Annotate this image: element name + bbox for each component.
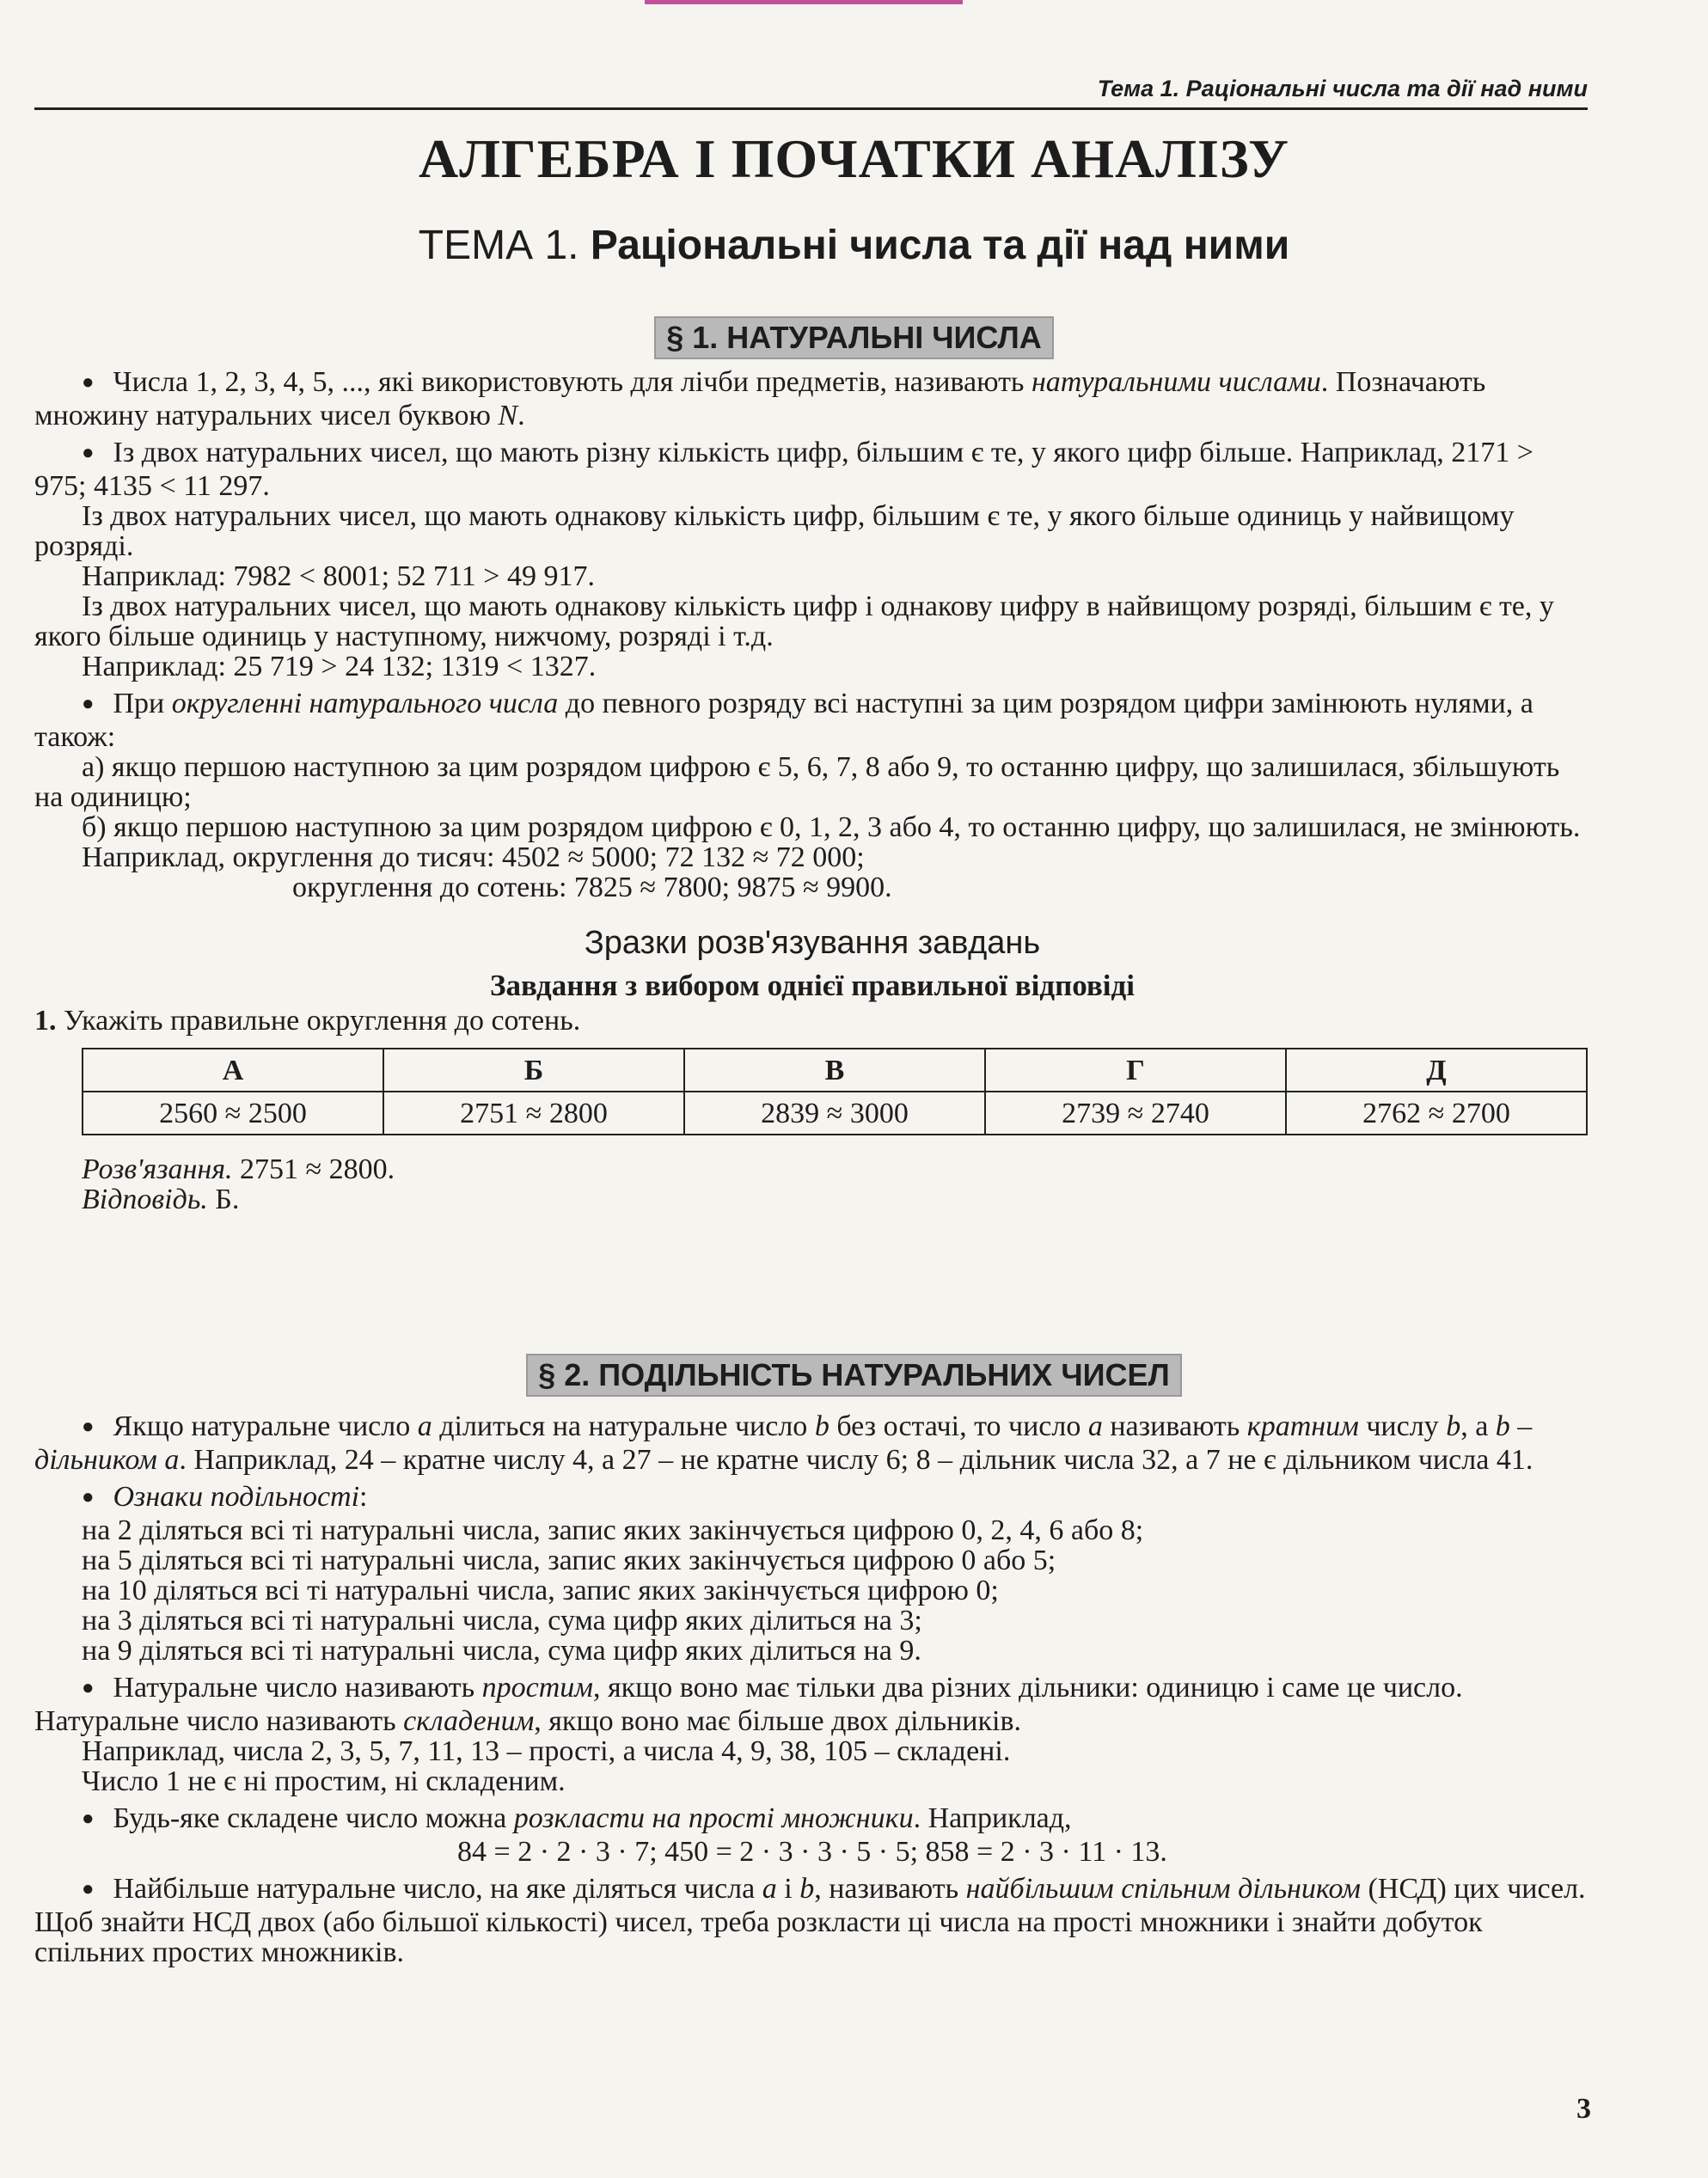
s1-rule-b: б) якщо першою наступною за цим розрядом цифрою є 0, 1, 2, 3 або 4, то останню цифру, що залишилася, не змінюють.: [82, 811, 1581, 843]
answer-line: [34, 1184, 1590, 1214]
term-divisor: дільником: [34, 1444, 157, 1476]
theme-name: Раціональні числа та дії над ними: [590, 223, 1290, 268]
option-value: 2839 ≈ 3000: [684, 1092, 985, 1135]
section-1-title: § 1. НАТУРАЛЬНІ ЧИСЛА: [654, 316, 1054, 359]
var-a: a: [164, 1444, 180, 1476]
text: Будь-яке складене число можна: [113, 1802, 514, 1834]
solution-line: [34, 1154, 1590, 1184]
term-factorization: розкласти на прості множники: [513, 1802, 914, 1834]
text: і: [776, 1873, 800, 1905]
s1-rounding-example-1: Наприклад, округлення до тисяч: 4502 ≈ 5000; 72 132 ≈ 72 000;: [82, 841, 865, 873]
s1-rule-a: а) якщо першою наступною за цим розрядом цифрою є 5, 6, 7, 8 або 9, то останню цифру, що залишилася, збільшують на одиницю;: [34, 751, 1560, 813]
solution-value: 2751 ≈ 2800.: [232, 1153, 395, 1185]
options-header-row: [83, 1049, 1587, 1092]
var-a: a: [417, 1410, 432, 1442]
s2-paragraph-1: [34, 1411, 1590, 1475]
answer-value: Б.: [207, 1184, 240, 1215]
var-b: b: [1446, 1410, 1461, 1442]
term-prime: простим: [481, 1672, 593, 1704]
option-letter: Г: [985, 1049, 1286, 1092]
s1-rounding-example-2: округлення до сотень: 7825 ≈ 7800; 9875 ≈ 9900.: [292, 872, 892, 903]
text: Найбільше натуральне число, на яке діляться числа: [113, 1873, 762, 1905]
text: , якщо воно має тільки два різних дільники: одиницю і саме це число. Натуральне число називають: [34, 1672, 1463, 1737]
s2-number-one: Число 1 не є ні простим, ні складеним.: [82, 1765, 566, 1797]
option-value: 2739 ≈ 2740: [985, 1092, 1286, 1135]
main-title: АЛГЕБРА І ПОЧАТКИ АНАЛІЗУ: [418, 128, 1290, 189]
factorization-formula: 84 = 2 · 2 · 3 · 7; 450 = 2 · 3 · 3 · 5 · 5; 858 = 2 · 3 · 11 · 13.: [457, 1836, 1167, 1868]
text: . Наприклад, 24 – кратне числу 4, а 27 – не кратне числу 6; 8 – дільник числа 32, а 7 не є дільником числа 41.: [179, 1444, 1534, 1476]
text: , називають: [814, 1873, 966, 1905]
term-divisibility-signs: Ознаки подільності: [113, 1481, 360, 1513]
var-b: b: [799, 1873, 815, 1905]
answer-options-table: [82, 1048, 1588, 1135]
s1-paragraph-3-example: Наприклад: 7982 < 8001; 52 711 > 49 917.: [82, 560, 595, 592]
s2-paragraph-gcd: [34, 1874, 1590, 1967]
s2-signs-title: [34, 1482, 1590, 1515]
text: При: [113, 688, 172, 719]
section-2-title: § 2. ПОДІЛЬНІСТЬ НАТУРАЛЬНИХ ЧИСЕЛ: [526, 1354, 1182, 1397]
text: до певного розряду всі наступні за цим розрядом цифри замінюють нулями, а також:: [34, 688, 1534, 753]
text: :: [359, 1481, 368, 1513]
var-N: N: [498, 400, 518, 431]
text: Натуральне число називають: [113, 1672, 482, 1704]
term-rounding: округленні натурального числа: [171, 688, 559, 719]
text: Якщо натуральне число: [113, 1410, 418, 1442]
text: Числа 1, 2, 3, 4, 5, ..., які використовують для лічби предметів, називають: [113, 366, 1032, 398]
text: числу: [1358, 1410, 1447, 1442]
term-composite: складеним: [403, 1705, 535, 1737]
theme-prefix: ТЕМА 1.: [418, 223, 579, 268]
term-gcd: найбільшим спільним дільником: [965, 1873, 1361, 1905]
top-accent-bar: [645, 0, 963, 4]
running-head: Тема 1. Раціональні числа та дії над ними: [34, 76, 1588, 110]
section-2-body: [34, 1411, 1590, 1967]
option-letter: В: [684, 1049, 985, 1092]
s2-paragraph-prime: [34, 1673, 1590, 1736]
answer-label: Відповідь.: [82, 1184, 208, 1215]
s1-paragraph-1: [34, 367, 1590, 431]
s1-paragraph-5: [34, 688, 1590, 752]
s1-paragraph-4-example: Наприклад: 25 719 > 24 132; 1319 < 1327.: [82, 651, 597, 682]
divisibility-rule: на 3 діляться всі ті натуральні числа, сума цифр яких ділиться на 3;: [82, 1605, 922, 1637]
s2-prime-example: Наприклад, числа 2, 3, 5, 7, 11, 13 – прості, а числа 4, 9, 38, 105 – складені.: [82, 1735, 1011, 1767]
term-natural-numbers: натуральними числами: [1031, 366, 1321, 398]
s1-paragraph-3: Із двох натуральних чисел, що мають однакову кількість цифр, більшим є те, у якого більше одиниць у найвищому розряді.: [34, 500, 1515, 562]
section-1-header: [0, 316, 1708, 359]
divisibility-rule: на 5 діляться всі ті натуральні числа, запис яких закінчується цифрою 0 або 5;: [82, 1545, 1056, 1576]
text: називають: [1102, 1410, 1247, 1442]
var-b: b: [814, 1410, 830, 1442]
section-2-header: [0, 1354, 1708, 1397]
text: (НСД) цих чисел. Щоб знайти НСД двох (або більшої кількості) чисел, треба розкласти ці числа на прості множники і знайти добуток спільних простих множників.: [34, 1873, 1586, 1968]
option-value: 2762 ≈ 2700: [1286, 1092, 1587, 1135]
samples-subtitle: Завдання з вибором однієї правильної відповіді: [490, 969, 1135, 1002]
page-number: 3: [1576, 2093, 1591, 2125]
var-b: b: [1495, 1410, 1510, 1442]
question-text: Укажіть правильне округлення до сотень.: [64, 1005, 581, 1037]
text: ділиться на натуральне число: [432, 1410, 815, 1442]
option-letter: Б: [383, 1049, 684, 1092]
var-a: a: [1087, 1410, 1103, 1442]
text: , а: [1460, 1410, 1496, 1442]
samples-title: Зразки розв'язування завдань: [584, 925, 1041, 961]
options-value-row: [83, 1092, 1587, 1135]
divisibility-rule: на 2 діляться всі ті натуральні числа, запис яких закінчується цифрою 0, 2, 4, 6 або 8;: [82, 1514, 1144, 1546]
s1-paragraph-4: Із двох натуральних чисел, що мають однакову кількість цифр і однакову цифру в найвищому розряді, більшим є те, у якого більше одиниць у наступному, нижчому, розряді і т.д.: [34, 590, 1554, 652]
s1-paragraph-2: ● Із двох натуральних чисел, що мають різну кількість цифр, більшим є те, у якого цифр більше. Наприклад, 2171 > 975; 4135 < 11 297.: [34, 437, 1590, 501]
text: .: [517, 400, 525, 431]
option-value: 2751 ≈ 2800: [383, 1092, 684, 1135]
text: . Наприклад,: [913, 1802, 1072, 1834]
option-value: 2560 ≈ 2500: [83, 1092, 383, 1135]
text: –: [1509, 1410, 1533, 1442]
solution-label: Розв'язання.: [82, 1153, 233, 1185]
question-1: [34, 1006, 1590, 1036]
term-multiple: кратним: [1246, 1410, 1359, 1442]
option-letter: А: [83, 1049, 383, 1092]
option-letter: Д: [1286, 1049, 1587, 1092]
divisibility-rule: на 10 діляться всі ті натуральні числа, запис яких закінчується цифрою 0;: [82, 1575, 999, 1606]
s2-paragraph-factor: [34, 1803, 1590, 1837]
var-a: a: [762, 1873, 777, 1905]
theme-title: [0, 222, 1708, 269]
section-1-body: [34, 367, 1590, 1214]
divisibility-rule: на 9 діляться всі ті натуральні числа, сума цифр яких ділиться на 9.: [82, 1635, 921, 1667]
question-number: 1.: [34, 1005, 57, 1037]
text: , якщо воно має більше двох дільників.: [534, 1705, 1022, 1737]
text: без остачі, то число: [829, 1410, 1088, 1442]
text: . Позначають множину натуральних чисел буквою: [34, 366, 1486, 431]
